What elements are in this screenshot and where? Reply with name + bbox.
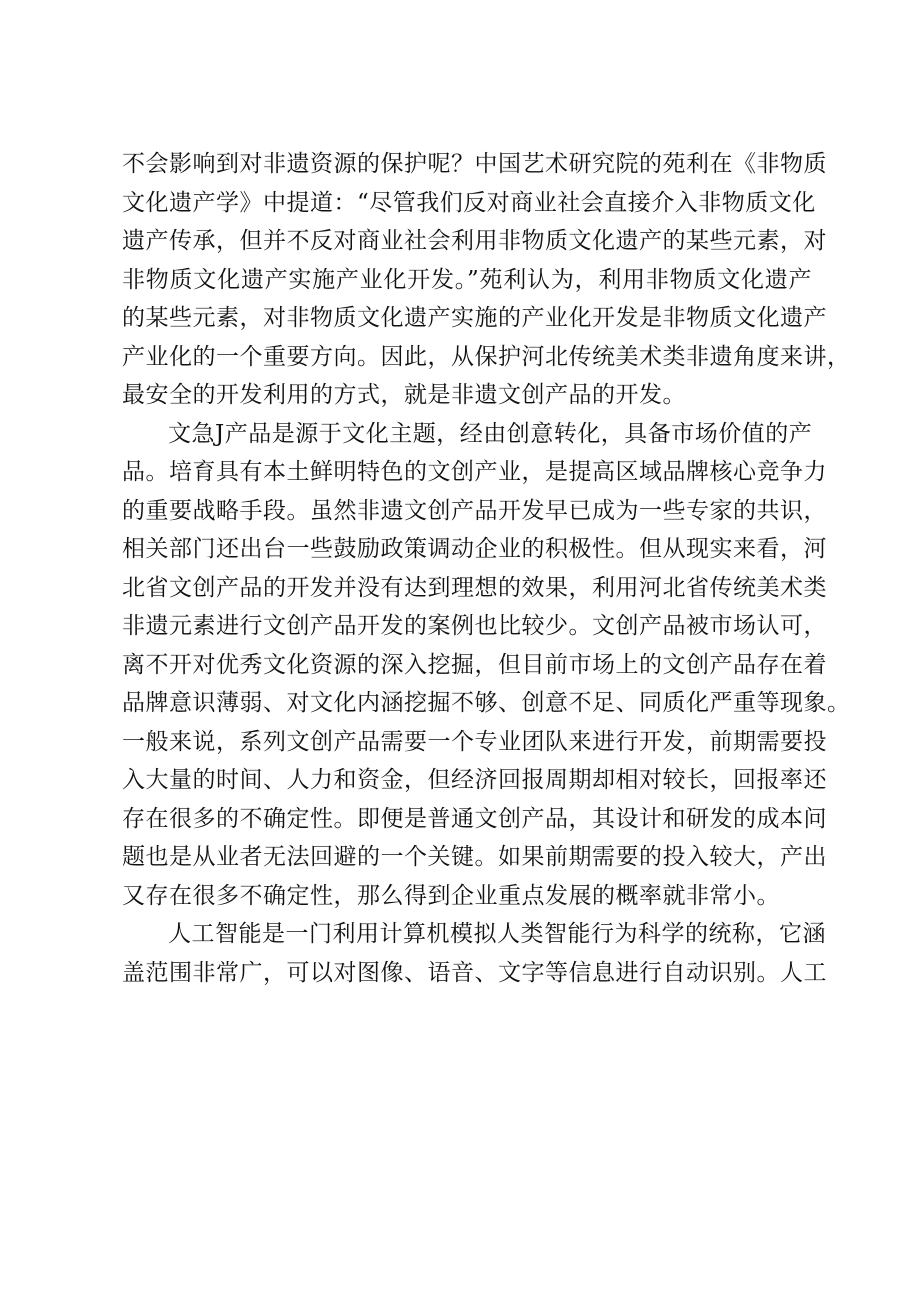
text-line: 一般来说，系列文创产品需要一个专业团队来进行开发，前期需要投 — [122, 728, 827, 755]
text-line: 存在很多的不确定性。即便是普通文创产品，其设计和研发的成本问 — [122, 805, 827, 832]
text-line: 题也是从业者无法回避的一个关键。如果前期需要的投入较大，产出 — [122, 844, 827, 870]
text-line: 入大量的时间、人力和资金，但经济回报周期却相对较长，回报率还 — [122, 767, 827, 793]
text-line: 相关部门还出台一些鼓励政策调动企业的积极性。但从现实来看，河 — [122, 536, 827, 562]
text-line: 遗产传承，但并不反对商业社会利用非物质文化遗产的某些元素，对 — [122, 228, 827, 254]
text-line: 文化遗产学》中提道：“尽管我们反对商业社会直接介入非物质文化 — [122, 189, 816, 216]
text-line: 品。培育具有本土鲜明特色的文创产业，是提高区域品牌核心竞争力 — [122, 459, 827, 485]
text-line: 人工智能是一门利用计算机模拟人类智能行为科学的统称，它涵 — [168, 921, 826, 947]
text-line: 品牌意识薄弱、对文化内涵挖掘不够、创意不足、同质化严重等现象。 — [122, 690, 851, 716]
paragraph-1 — [122, 145, 851, 415]
text-line: 的重要战略手段。虽然非遗文创产品开发早已成为一些专家的共识， — [122, 497, 827, 524]
text-line: 盖范围非常广，可以对图像、语音、文字等信息进行自动识别。人工 — [122, 959, 827, 986]
text-line: 非物质文化遗产实施产业化开发。”苑利认为，利用非物质文化遗产 — [122, 266, 812, 293]
text-line: 最安全的开发利用的方式，就是非遗文创产品的开发。 — [122, 382, 686, 408]
paragraph-2 — [122, 415, 851, 916]
text-line: 不会影响到对非遗资源的保护呢？中国艺术研究院的苑利在《非物质 — [122, 151, 827, 177]
text-line: 文急J产品是源于文化主题，经由创意转化，具备市场价值的产 — [168, 420, 813, 447]
text-line: 产业化的一个重要方向。因此，从保护河北传统美术类非遗角度来讲， — [122, 343, 851, 370]
text-line: 北省文创产品的开发并没有达到理想的效果，利用河北省传统美术类 — [122, 574, 827, 601]
text-line: 离不开对优秀文化资源的深入挖掘，但目前市场上的文创产品存在着 — [122, 651, 827, 678]
text-line: 又存在很多不确定性，那么得到企业重点发展的概率就非常小。 — [122, 882, 780, 909]
paragraph-3 — [122, 915, 827, 992]
text-line: 的某些元素，对非物质文化遗产实施的产业化开发是非物质文化遗产 — [122, 305, 827, 331]
document-body — [122, 145, 851, 992]
text-line: 非遗元素进行文创产品开发的案例也比较少。文创产品被市场认可， — [122, 613, 827, 639]
